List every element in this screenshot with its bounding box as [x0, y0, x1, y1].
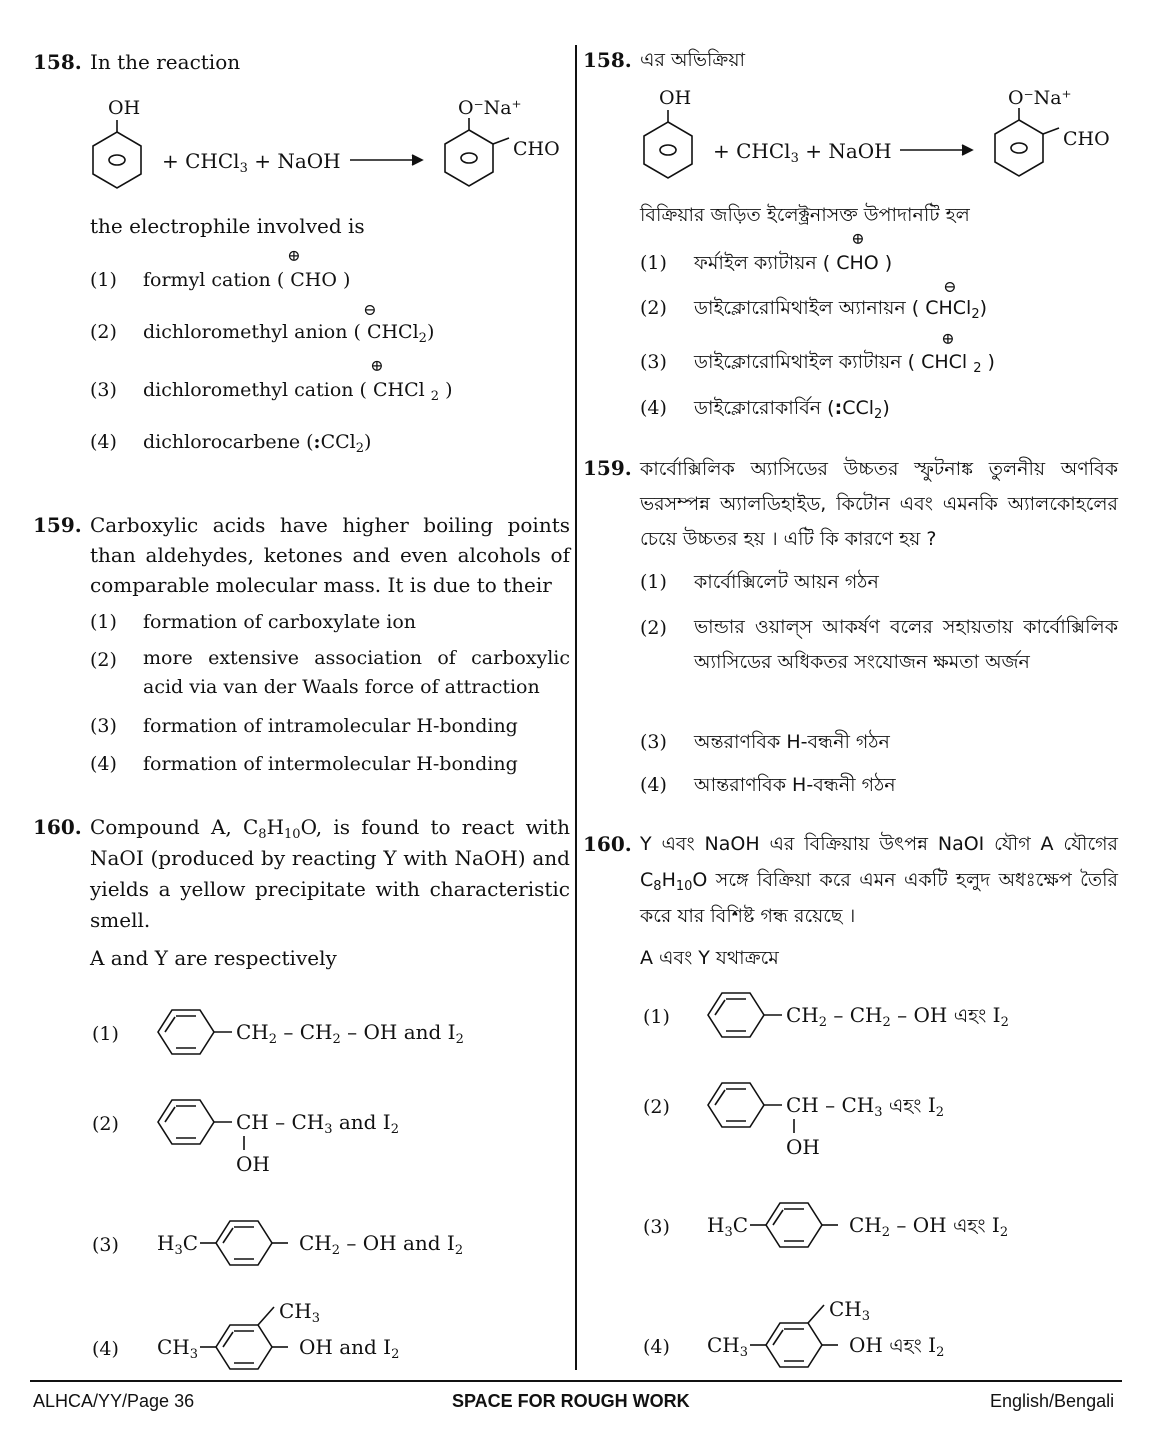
footer-rough-work: SPACE FOR ROUGH WORK	[452, 1391, 690, 1411]
reaction-arrow	[900, 150, 901, 151]
option-number: (3)	[643, 1216, 670, 1238]
charge-symbol: ⊕	[287, 246, 301, 265]
option-number: (3)	[640, 351, 667, 373]
option-text: $CH_2 - CH_2$ – OH and $I_2$	[236, 1020, 464, 1047]
footer-language: English/Bengali	[990, 1391, 1115, 1411]
option-text: OH and $I_2$	[299, 1335, 400, 1362]
option-top: $CH_3$	[829, 1297, 871, 1324]
option-text: ডাইক্লোরোকার্বিন (:CCl$_2$)	[694, 397, 890, 422]
option-text: dichloromethyl anion ( CHCl$_2$)	[143, 321, 435, 346]
question-number: 159.	[33, 513, 82, 537]
reagent-oh-label: OH	[659, 87, 692, 109]
option-prefix: $CH_3$	[157, 1335, 199, 1362]
option-number: (4)	[92, 1338, 119, 1360]
option-prefix: $CH_3$	[707, 1333, 749, 1360]
option-text: more extensive association of carboxylic acid via van der Waals force of attraction	[143, 647, 570, 698]
option-number: (2)	[640, 617, 667, 639]
option-text: formation of carboxylate ion	[143, 611, 417, 633]
footer-page-id: ALHCA/YY/Page 36	[33, 1391, 195, 1411]
option-text: formation of intermolecular H-bonding	[143, 753, 518, 775]
benzene-ring-icon	[186, 1032, 187, 1033]
product-cho-label: CHO	[1063, 128, 1110, 150]
benzene-ring-icon	[794, 1345, 795, 1346]
option-prefix: $H_3C$	[157, 1231, 199, 1258]
option-text: ভান্ডার ওয়াল্‌স আকর্ষণ বলের সহায়তায় কার্বোক্সিলিক অ্যাসিডের অধিকতর সংযোজন ক্ষমতা অর্জন	[694, 616, 1118, 673]
option-text: dichloromethyl cation ( CHCl $_2$ )	[143, 379, 453, 404]
charge-symbol: ⊕	[370, 356, 384, 375]
option-text: ডাইক্লোরোমিথাইল ক্যাটায়ন ( CHCl $_2$ )	[694, 351, 995, 376]
option-text: কার্বোক্সিলেট আয়ন গঠন	[694, 571, 879, 593]
option-text: $CH_2$ – OH and $I_2$	[299, 1231, 464, 1258]
option-number: (3)	[92, 1234, 119, 1256]
option-text: formyl cation ( CHO )	[143, 269, 351, 291]
question-number: 160.	[33, 815, 82, 839]
question-stem: বিক্রিয়ার জড়িত ইলেক্ট্রনাসক্ত উপাদানটি হল	[640, 204, 970, 226]
option-text: CH – $CH_3$ and $I_2$	[236, 1110, 399, 1137]
question-number: 158.	[33, 50, 82, 74]
question-intro: এর অভিক্রিয়া	[640, 49, 746, 71]
charge-symbol: ⊕	[941, 329, 955, 348]
benzene-ring-icon	[736, 1015, 737, 1016]
option-number: (1)	[90, 269, 117, 291]
option-number: (1)	[92, 1023, 119, 1045]
option-text: অন্তরাণবিক H-বন্ধনী গঠন	[694, 731, 890, 753]
option-number: (4)	[90, 431, 117, 453]
benzene-ring-icon	[244, 1243, 245, 1244]
option-number: (2)	[92, 1113, 119, 1135]
question-stem: Y এবং NaOH এর বিক্রিয়ায় উৎপন্ন NaOI যৌগ A যৌগের $C_8H_{10}O$ সঙ্গে বিক্রিয়া করে এমন একটি হলুদ অধঃক্ষেপ তৈরি করে যার বিশিষ্ট গন্ধ রয়েছে ।	[640, 833, 1118, 927]
option-below: OH	[236, 1152, 270, 1176]
option-prefix: $H_3C$	[707, 1213, 749, 1240]
column-divider	[575, 45, 577, 1370]
reagent-oh-label: OH	[108, 97, 141, 119]
option-number: (2)	[90, 321, 117, 343]
option-number: (3)	[640, 731, 667, 753]
reagents-text: + CHCl$_3$ + NaOH	[162, 149, 341, 176]
option-text: OH এহং $I_2$	[849, 1333, 945, 1360]
option-number: (2)	[643, 1096, 670, 1118]
product-top-label: O⁻Na⁺	[458, 97, 522, 119]
option-text: $CH_2$ – OH এহং $I_2$	[849, 1213, 1009, 1240]
footer-rule	[30, 1380, 1122, 1382]
option-text: dichlorocarbene (:CCl$_2$)	[143, 431, 372, 456]
charge-symbol: ⊖	[943, 277, 957, 296]
option-number: (3)	[90, 379, 117, 401]
option-number: (2)	[640, 297, 667, 319]
charge-symbol: ⊕	[851, 229, 865, 248]
option-text: আন্তরাণবিক H-বন্ধনী গঠন	[694, 774, 896, 796]
question-stem: কার্বোক্সিলিক অ্যাসিডের উচ্চতর স্ফুটনাঙ্ক তুলনীয় অণবিক ভরসম্পন্ন অ্যালডিহাইড, কিটোন এবং এমনকি অ্যালকোহলের চেয়ে উচ্চতর হয় । এটি কি কারণে হয় ?	[640, 458, 1118, 550]
option-text: CH – $CH_3$ এহং $I_2$	[786, 1093, 945, 1120]
question-stem: Compound A, $C_8H_{10}O$, is found to react with NaOI (produced by reacting Y with NaOH) and yields a yellow precipitate with characteristic smell.	[90, 815, 571, 932]
option-number: (1)	[643, 1006, 670, 1028]
phenol-ring	[117, 160, 118, 161]
option-number: (1)	[90, 611, 117, 633]
option-number: (2)	[90, 649, 117, 671]
option-number: (4)	[640, 397, 667, 419]
option-text: ডাইক্লোরোমিথাইল অ্যানায়ন ( CHCl$_2$)	[694, 297, 988, 322]
option-number: (1)	[640, 252, 667, 274]
question-number: 160.	[583, 832, 632, 856]
option-below: OH	[786, 1135, 820, 1159]
option-number: (4)	[643, 1336, 670, 1358]
question-sub: A and Y are respectively	[90, 946, 337, 970]
option-number: (1)	[640, 571, 667, 593]
benzene-ring-icon	[736, 1105, 737, 1106]
product-top-label: O⁻Na⁺	[1008, 87, 1072, 109]
charge-symbol: ⊖	[363, 300, 377, 319]
benzene-ring-icon	[794, 1225, 795, 1226]
benzene-ring-icon	[186, 1122, 187, 1123]
option-text: $CH_2 - CH_2$ – OH এহং $I_2$	[786, 1003, 1009, 1030]
question-intro: In the reaction	[90, 50, 241, 74]
option-top: $CH_3$	[279, 1299, 321, 1326]
option-text: ফর্মাইল ক্যাটায়ন ( CHO )	[694, 252, 893, 274]
question-stem: Carboxylic acids have higher boiling points than aldehydes, ketones and even alcohols of comparable molecular mass. It is due to their	[90, 513, 570, 597]
question-number: 159.	[583, 456, 632, 480]
product-cho-label: CHO	[513, 138, 560, 160]
option-number: (4)	[640, 774, 667, 796]
reagents-text: + CHCl$_3$ + NaOH	[713, 139, 892, 166]
option-text: formation of intramolecular H-bonding	[143, 715, 518, 737]
reaction-arrow	[350, 160, 351, 161]
benzene-ring-icon	[244, 1347, 245, 1348]
question-sub: A এবং Y যথাক্রমে	[640, 947, 779, 969]
question-stem: the electrophile involved is	[90, 214, 365, 238]
product-ring	[1019, 148, 1020, 149]
phenol-ring	[668, 150, 669, 151]
product-ring	[469, 158, 470, 159]
option-number: (3)	[90, 715, 117, 737]
question-number: 158.	[583, 48, 632, 72]
option-number: (4)	[90, 753, 117, 775]
